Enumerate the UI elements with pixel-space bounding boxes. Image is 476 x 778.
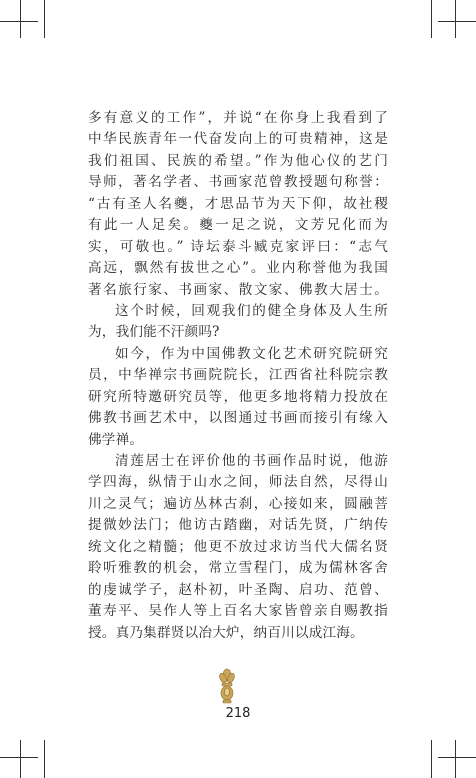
text-line: 佛教书画艺术中，以图通过书画而接引有缘入: [88, 410, 388, 427]
crop-mark: [431, 740, 432, 778]
crop-mark: [455, 740, 456, 778]
crop-mark: [44, 740, 45, 778]
text-line: 高远，飘然有拔世之心”。业内称誉他为我国: [88, 260, 388, 277]
text-line: 我们祖国、民族的希望。”作为他心仪的艺门: [88, 152, 388, 169]
text-line: 中华民族青年一代奋发向上的可贵精神，这是: [88, 131, 388, 148]
text-line: 为，我们能不汗颜吗?: [88, 324, 220, 341]
text-line: 多有意义的工作”，并说“在你身上我看到了: [88, 110, 388, 126]
body-text: [88, 108, 388, 644]
crop-mark: [438, 21, 476, 22]
text-line: 董寿平、吴作人等上百名大家皆曾亲自赐教指: [88, 603, 388, 620]
crop-mark: [0, 757, 38, 758]
text-line: 研究所特邀研究员等，他更多地将精力投放在: [88, 388, 388, 405]
crop-mark: [20, 740, 21, 778]
text-line: 这个时候，回观我们的健全身体及人生所: [115, 302, 388, 319]
text-line: 员，中华禅宗书画院院长，江西省社科院宗教: [88, 367, 388, 384]
lotus-ornament-icon: [216, 668, 238, 706]
text-line: 统文化之精髓；他更不放过求访当代大儒名贤: [88, 538, 388, 555]
text-line: 提微妙法门；他访古踏幽，对话先贤，广纳传: [88, 517, 388, 534]
text-line: 川之灵气；遍访丛林古刹，心接如来，圆融菩: [88, 495, 388, 512]
crop-mark: [44, 0, 45, 38]
text-line: 佛学禅。: [88, 431, 144, 448]
text-line: “古有圣人名夔，才思品节为天下仰，故社稷: [88, 195, 388, 212]
text-line: 授。真乃集群贤以冶大炉，纳百川以成江海。: [88, 624, 364, 641]
crop-mark: [431, 0, 432, 38]
text-line: 实，可敬也。” 诗坛泰斗臧克家评曰：“志气: [88, 238, 388, 255]
crop-mark: [455, 0, 456, 38]
crop-mark: [438, 757, 476, 758]
crop-mark: [20, 0, 21, 38]
text-line: 著名旅行家、书画家、散文家、佛教大居士。: [88, 281, 388, 298]
page-number: 218: [225, 706, 251, 721]
text-line: 导师，著名学者、书画家范曾教授题句称誉：: [88, 174, 388, 191]
text-line: 学四海，纵情于山水之间，师法自然，尽得山: [88, 474, 388, 491]
text-line: 的虔诚学子，赵朴初，叶圣陶、启功、范曾、: [88, 581, 388, 598]
text-line: 有此一人足矣。夔一足之说，文芳兄化而为: [88, 217, 388, 234]
crop-mark: [0, 21, 38, 22]
text-line: 如今，作为中国佛教文化艺术研究院研究: [115, 345, 388, 362]
text-line: 聆听雅教的机会，常立雪程门，成为儒林客舍: [88, 560, 388, 577]
text-line: 清莲居士在评价他的书画作品时说，他游: [115, 453, 388, 469]
